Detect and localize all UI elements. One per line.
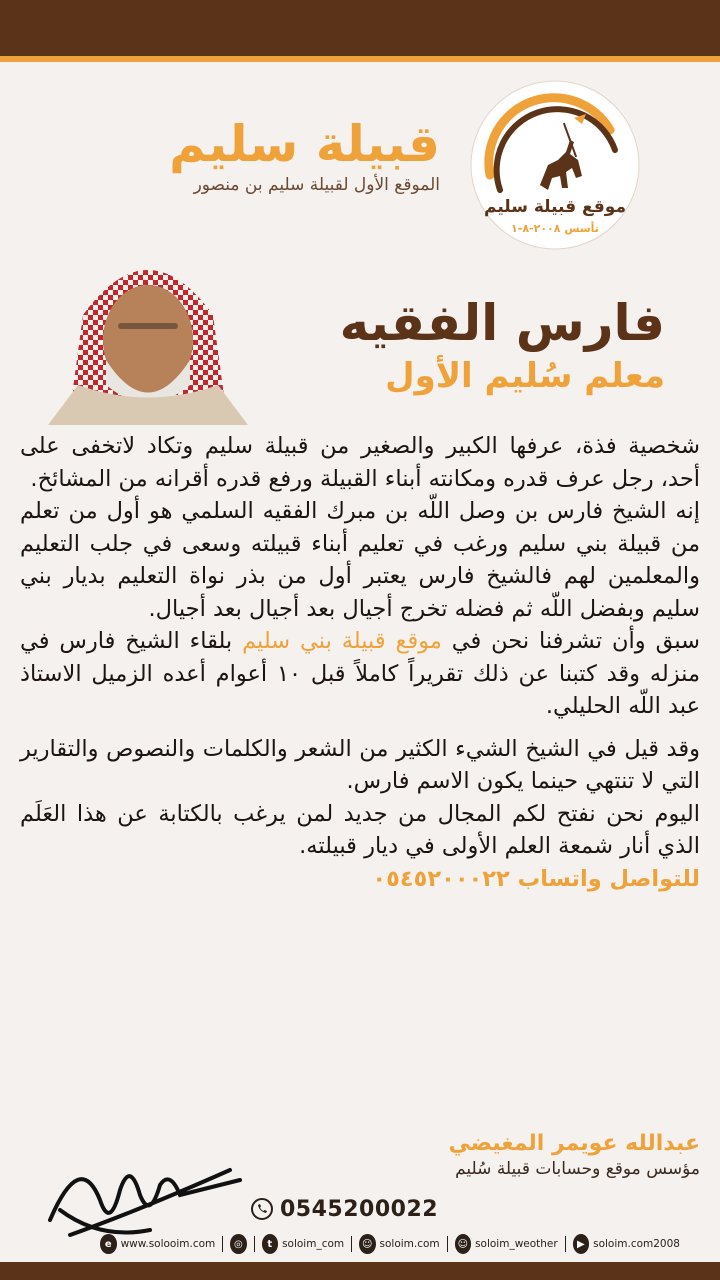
paragraph-bio: إنه الشيخ فارس بن وصل اللّه بن مبرك الفقيه السلمي هو أول من تعلم من قبيلة بني سليم ورغب في تعليم أبناء قبيلته وسعى في جلب التعليم والمعلمين لهم فالشيخ فارس يعتبر أول من بذر نواة التعليم بديار بني سليم وبفضل اللّه ثم فضله تخرج أجيال بعد أجيال بعد أجيال.	[20, 498, 700, 622]
logo-name: موقع قبيلة سليم	[484, 197, 626, 217]
headline-main: فارس الفقيه	[339, 294, 665, 352]
social-label-twitter: soloim_com	[282, 1238, 345, 1250]
paragraph-intro: شخصية فذة، عرفها الكبير والصغير من قبيلة سليم وتكاد لاتخفى على أحد، رجل عرف قدره ومكانته أبناء القبيلة ورفع قدره أقرانه من المشائخ.	[20, 433, 700, 492]
snapchat-icon: ☺	[455, 1234, 472, 1254]
visit-text-after: بلقاء الشيخ فارس في منزله وقد كتبنا عن ذلك تقريراً كاملاً قبل ١٠ أعوام أعده الزميل الاستاذ عبد اللّه الحليلي.	[20, 628, 700, 719]
paragraph-visit	[20, 625, 700, 723]
phone-number: 0545200022	[280, 1196, 439, 1222]
brand-title: قبيلة سليم	[169, 115, 440, 173]
social-label-youtube: soloim.com2008	[593, 1238, 680, 1250]
brand-block	[120, 115, 440, 195]
brand-subtitle: الموقع الأول لقبيلة سليم بن منصور	[193, 175, 440, 195]
article-body	[20, 430, 700, 895]
paragraph-invite: اليوم نحن نفتح لكم المجال من جديد لمن يرغب بالكتابة عن هذا العَلَم الذي أنار شمعة العلم الأولى في ديار قبيلته.	[20, 800, 700, 859]
headline-block	[280, 292, 665, 398]
social-label-weather: soloim_weother	[475, 1238, 558, 1250]
social-label-snapchat: soloim.com	[379, 1238, 440, 1250]
site-name-highlight: موقع قبيلة بني سليم	[242, 628, 442, 654]
social-bar	[100, 1232, 680, 1256]
logo-founded: تأسس ٢٠٠٨-٨-١	[511, 222, 599, 235]
e-icon: e	[100, 1234, 117, 1254]
social-label-website: www.solooim.com	[120, 1238, 216, 1250]
headline-sub: معلم سُليم الأول	[385, 356, 665, 396]
site-logo	[470, 80, 640, 250]
visit-text-before: سبق وأن تشرفنا نحن في	[441, 628, 700, 654]
contact-line: للتواصل واتساب ٠٥٤٥٢٠٠٠٢٢	[372, 865, 700, 892]
snapchat-icon: ☺	[359, 1234, 376, 1254]
top-stripe	[0, 56, 720, 62]
whatsapp-icon	[250, 1197, 274, 1221]
signature-role: مؤسس موقع وحسابات قبيلة سُليم	[455, 1159, 700, 1179]
signature-name: عبدالله عويمر المغيضي	[448, 1131, 700, 1156]
bottom-bar	[0, 1262, 720, 1280]
portrait-photo	[48, 235, 248, 425]
phone-row	[250, 1195, 438, 1223]
instagram-icon: ◎	[230, 1234, 247, 1254]
top-bar	[0, 0, 720, 56]
twitter-icon: t	[262, 1234, 279, 1254]
paragraph-poetry: وقد قيل في الشيخ الشيء الكثير من الشعر والكلمات والنصوص والتقارير التي لا تنتهي حينما يكون الاسم فارس.	[20, 735, 700, 794]
youtube-icon: ▶	[573, 1234, 590, 1254]
signature-block	[330, 1130, 700, 1180]
